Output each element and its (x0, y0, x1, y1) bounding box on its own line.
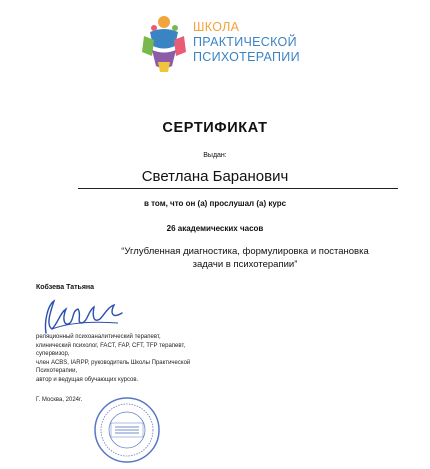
bio-line: член ACBS, IARPP, руководитель Школы Практической (36, 359, 191, 366)
place-date: Г. Москва, 2024г. (36, 397, 83, 403)
logo-line-2: ПРАКТИЧЕСКОЙ (193, 35, 297, 49)
course-title: “Углубленная диагностика, формулировка и постановка задачи в психотерапии” (121, 246, 369, 270)
signer-bio (36, 333, 246, 385)
signer-name: Кобзева Татьяна (36, 284, 95, 291)
recipient-name: Светлана Баранович (141, 168, 289, 185)
official-stamp (93, 396, 161, 464)
logo-line-3: ПСИХОТЕРАПИИ (193, 50, 300, 64)
bio-line: реляционный психоаналитический терапевт, (36, 334, 161, 340)
bio-line: Психотерапии, (36, 368, 78, 375)
attended-statement: в том, что он (а) прослушал (а) курс (143, 199, 287, 208)
name-underline (78, 188, 398, 189)
certificate-title: СЕРТИФИКАТ (162, 120, 268, 136)
bio-line: клинический психолог, FACT, FAP, CFT, TFP терапевт, (36, 342, 186, 349)
puzzle-logo-icon (140, 14, 188, 74)
bio-line: автор и ведущая обучающих курсов. (36, 376, 139, 383)
hours-count: 26 академических часов (166, 224, 264, 233)
bio-line: супервизор, (36, 351, 70, 358)
issued-label: Выдан: (203, 152, 227, 159)
logo-line-1: ШКОЛА (193, 20, 240, 34)
school-logo (140, 14, 310, 76)
